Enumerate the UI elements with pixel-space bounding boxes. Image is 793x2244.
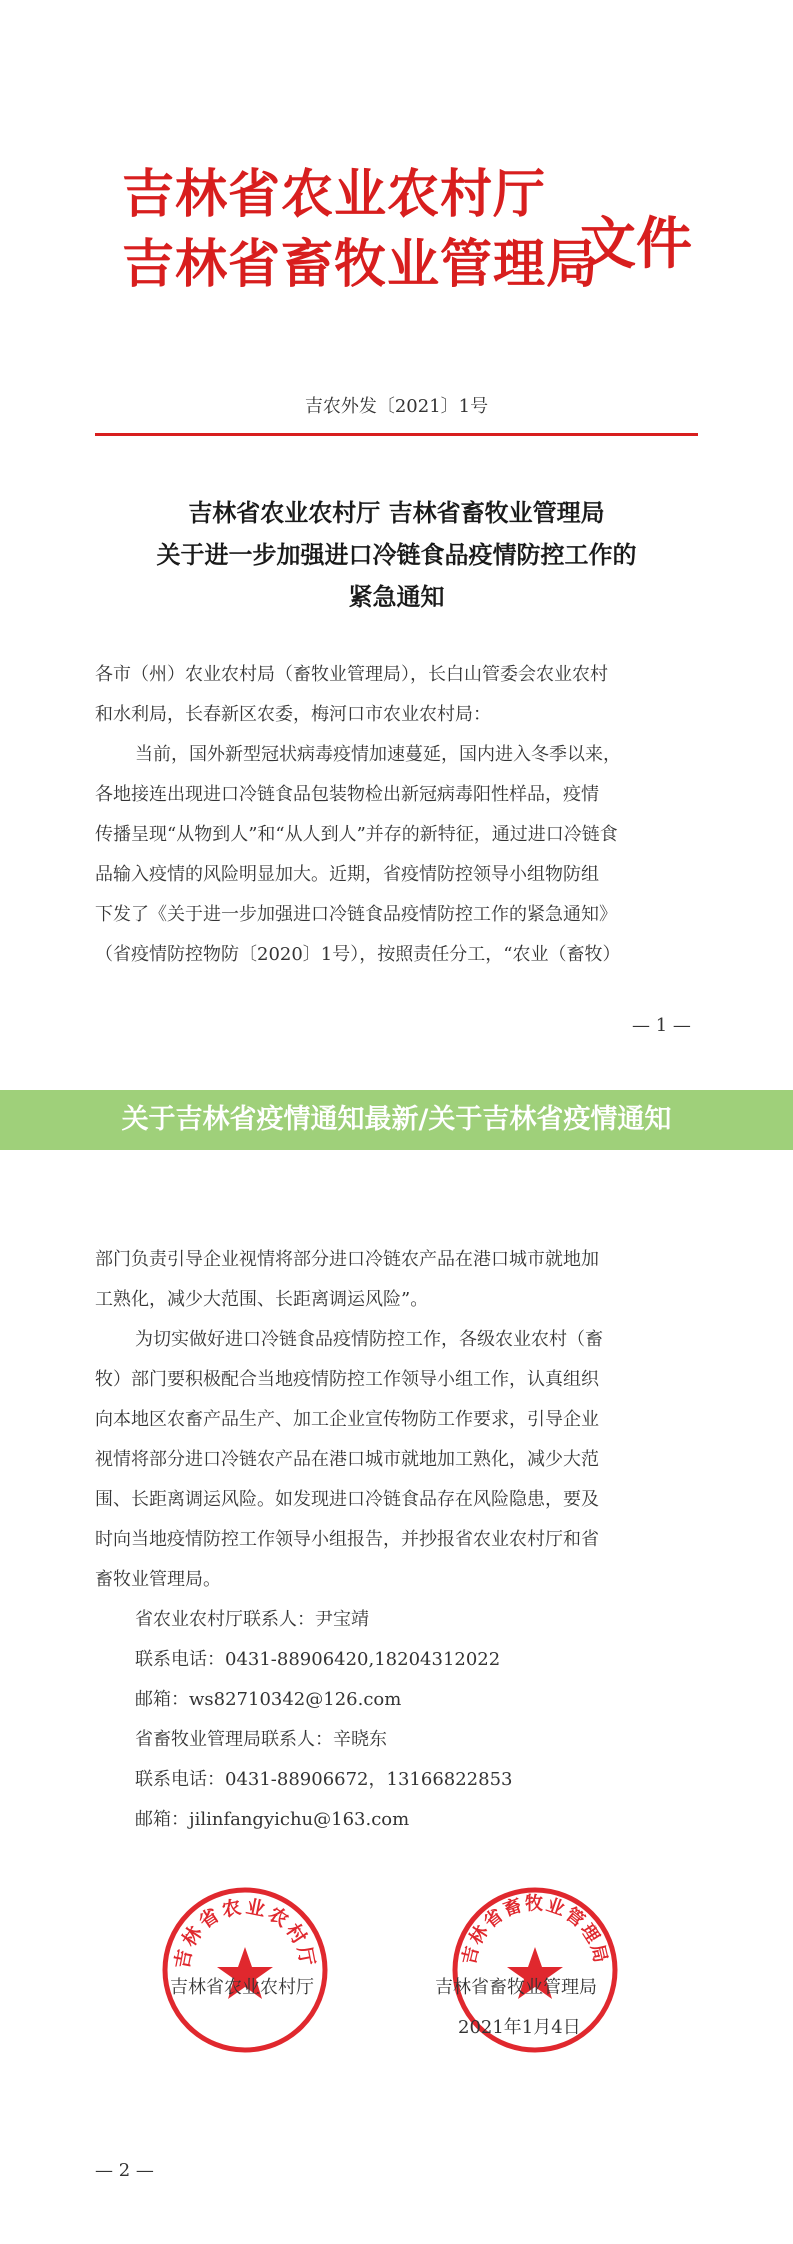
body-paragraph-1 xyxy=(95,735,707,975)
header-line-2: 吉林省畜牧业管理局 xyxy=(122,234,600,295)
body-line: 牧）部门要积极配合当地疫情防控工作领导小组工作，认真组织 xyxy=(95,1369,599,1390)
body-paragraph-2 xyxy=(95,1320,707,1600)
seal-left-text: 吉林省农业农村厅 xyxy=(171,1895,319,1971)
document-page-2 xyxy=(0,1150,793,2244)
header-line-1: 吉林省农业农村厅 xyxy=(122,164,547,225)
official-seal-left xyxy=(160,1885,330,2055)
contact-line: 邮箱：ws82710342@126.com xyxy=(135,1689,402,1710)
page-number: — 1 — xyxy=(632,1015,691,1036)
document-page-1 xyxy=(0,0,793,1090)
red-divider xyxy=(95,433,698,436)
title-line-1: 吉林省农业农村厅 吉林省畜牧业管理局 xyxy=(188,499,605,527)
document-title xyxy=(0,492,793,618)
contact-line: 联系电话：0431-88906420,18204312022 xyxy=(135,1649,501,1670)
body-line: 向本地区农畜产品生产、加工企业宣传物防工作要求，引导企业 xyxy=(95,1409,599,1430)
title-banner xyxy=(0,1090,793,1150)
page-number: — 2 — xyxy=(95,2160,154,2181)
signature-left: 吉林省农业农村厅 xyxy=(170,1977,314,1998)
header-suffix: 文件 xyxy=(580,211,692,277)
body-line: 传播呈现“从物到人”和“从人到人”并存的新特征，通过进口冷链食 xyxy=(95,824,618,845)
addressee xyxy=(95,655,707,735)
contact-block xyxy=(135,1600,512,1840)
title-line-2: 关于进一步加强进口冷链食品疫情防控工作的 xyxy=(156,541,637,569)
contact-line: 联系电话：0431-88906672，13166822853 xyxy=(135,1769,513,1790)
contact-line: 省畜牧业管理局联系人：辛晓东 xyxy=(135,1729,387,1750)
body-line: 时向当地疫情防控工作领导小组报告，并抄报省农业农村厅和省 xyxy=(95,1529,599,1550)
addressee-line: 和水利局，长春新区农委，梅河口市农业农村局： xyxy=(95,704,491,725)
body-line: （省疫情防控物防〔2020〕1号），按照责任分工，“农业（畜牧） xyxy=(95,944,621,965)
red-header xyxy=(122,160,599,300)
body-line: 视情将部分进口冷链农产品在港口城市就地加工熟化，减少大范 xyxy=(95,1449,599,1470)
title-line-3: 紧急通知 xyxy=(348,583,445,611)
seal-right-text: 吉林省畜牧业管理局 xyxy=(458,1893,612,1967)
signature-right: 吉林省畜牧业管理局 xyxy=(435,1977,597,1998)
addressee-line: 各市（州）农业农村局（畜牧业管理局），长白山管委会农业农村 xyxy=(95,664,608,685)
banner-text: 关于吉林省疫情通知最新/关于吉林省疫情通知 xyxy=(121,1104,672,1135)
body-line: 当前，国外新型冠状病毒疫情加速蔓延，国内进入冬季以来， xyxy=(135,744,621,765)
body-line: 畜牧业管理局。 xyxy=(95,1569,221,1590)
body-line: 下发了《关于进一步加强进口冷链食品疫情防控工作的紧急通知》 xyxy=(95,904,617,925)
body-line: 工熟化，减少大范围、长距离调运风险”。 xyxy=(95,1289,429,1310)
contact-line: 省农业农村厅联系人：尹宝靖 xyxy=(135,1609,369,1630)
body-line: 为切实做好进口冷链食品疫情防控工作，各级农业农村（畜 xyxy=(135,1329,603,1350)
body-line: 各地接连出现进口冷链食品包装物检出新冠病毒阳性样品，疫情 xyxy=(95,784,599,805)
body-line: 部门负责引导企业视情将部分进口冷链农产品在港口城市就地加 xyxy=(95,1249,599,1270)
continuation-paragraph xyxy=(95,1240,707,1320)
body-line: 品输入疫情的风险明显加大。近期，省疫情防控领导小组物防组 xyxy=(95,864,599,885)
signature-date: 2021年1月4日 xyxy=(458,2017,581,2038)
body-line: 围、长距离调运风险。如发现进口冷链食品存在风险隐患，要及 xyxy=(95,1489,599,1510)
contact-line: 邮箱：jilinfangyichu@163.com xyxy=(135,1809,410,1830)
document-number: 吉农外发〔2021〕1号 xyxy=(304,396,489,417)
